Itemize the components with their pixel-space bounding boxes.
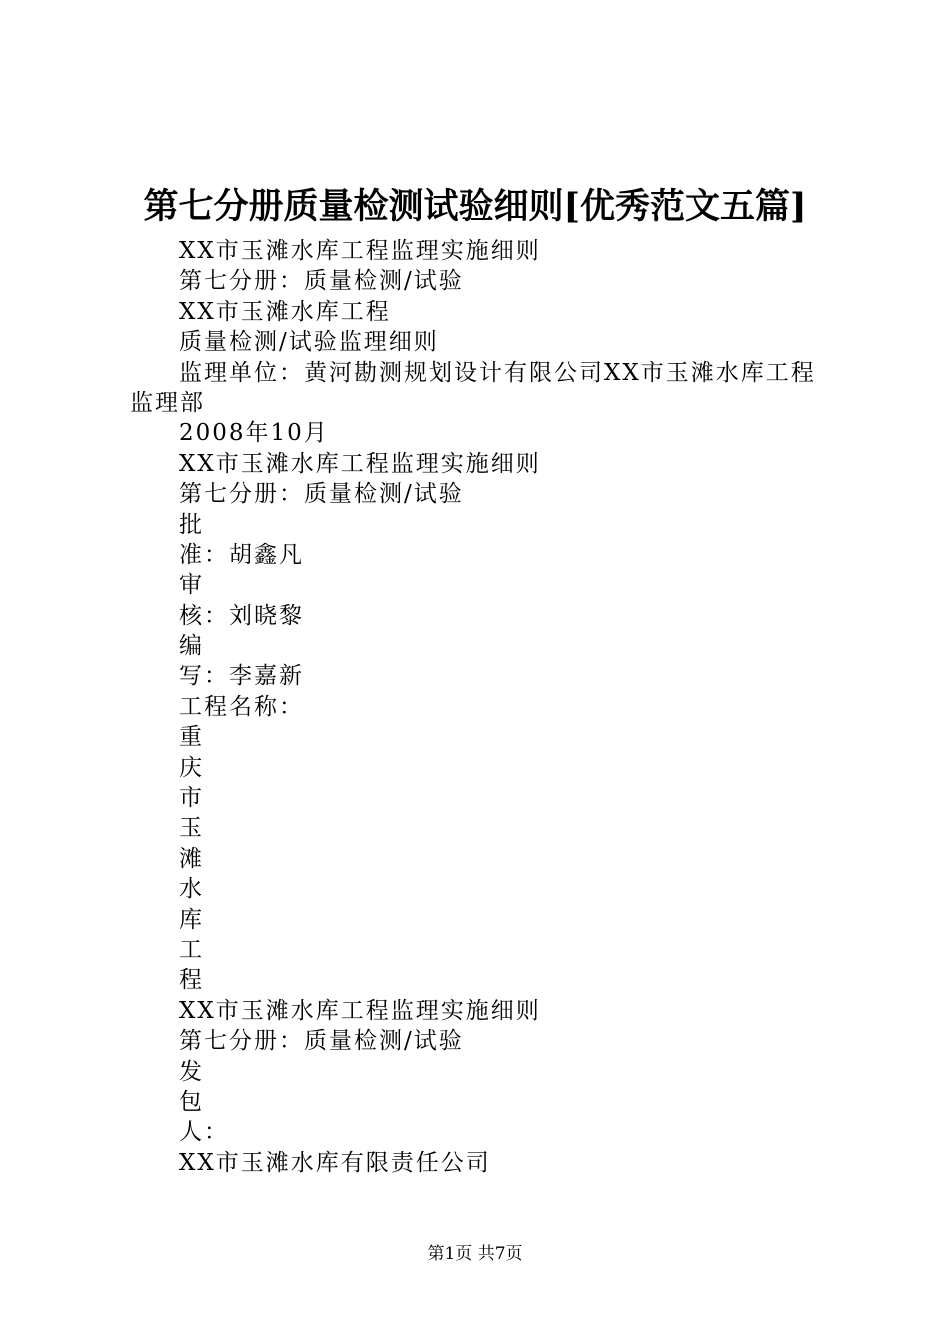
body-line: 审 — [179, 572, 204, 599]
body-line: 第七分册：质量检测/试验 — [179, 268, 464, 295]
body-line: 2008年10月 — [179, 420, 329, 447]
document-body — [130, 236, 840, 1178]
body-line: 写：李嘉新 — [179, 663, 304, 690]
body-line: 准：胡鑫凡 — [179, 541, 304, 568]
body-line: 水 — [179, 876, 204, 903]
body-line: 库 — [179, 906, 204, 933]
page-footer: 第1页 共7页 — [427, 1244, 523, 1264]
body-line: 程 — [179, 967, 204, 994]
body-line: 第七分册：质量检测/试验 — [179, 1028, 464, 1055]
body-line: 市 — [179, 785, 204, 812]
body-line: XX市玉滩水库有限责任公司 — [179, 1149, 491, 1176]
body-line: 庆 — [179, 754, 204, 781]
body-line: 工 — [179, 936, 204, 963]
body-line: 监理部 — [130, 389, 205, 416]
body-line: 监理单位：黄河勘测规划设计有限公司XX市玉滩水库工程 — [179, 359, 816, 386]
body-line: 工程名称： — [179, 693, 304, 720]
body-line: 第七分册：质量检测/试验 — [179, 481, 464, 508]
body-line: 批 — [179, 511, 204, 538]
body-line: XX市玉滩水库工程监理实施细则 — [179, 238, 541, 264]
body-line: XX市玉滩水库工程 — [179, 298, 391, 325]
body-line: 玉 — [179, 815, 204, 842]
body-line: 编 — [179, 633, 204, 660]
document-title: 第七分册质量检测试验细则[优秀范文五篇] — [143, 186, 807, 227]
body-line: 人： — [179, 1119, 229, 1146]
body-line: 重 — [179, 724, 204, 751]
body-line: 质量检测/试验监理细则 — [179, 329, 439, 356]
body-line: 核：刘晓黎 — [179, 602, 304, 629]
body-line: 包 — [179, 1088, 204, 1115]
body-line: XX市玉滩水库工程监理实施细则 — [179, 997, 541, 1024]
body-line: XX市玉滩水库工程监理实施细则 — [179, 450, 541, 477]
body-line: 滩 — [179, 845, 204, 872]
body-line: 发 — [179, 1058, 204, 1085]
